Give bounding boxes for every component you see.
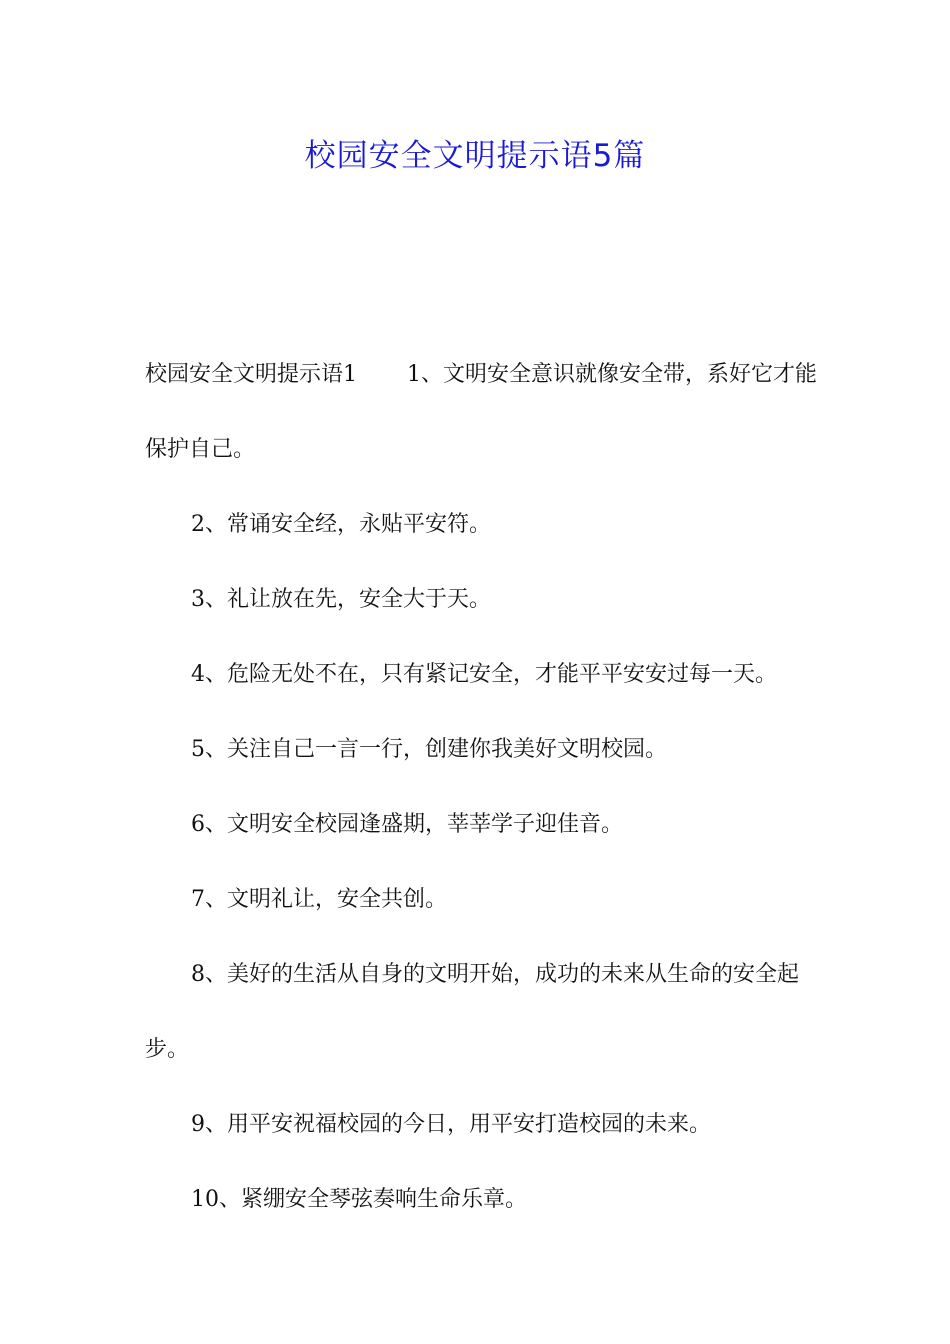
paragraph-7: 7、文明礼让，安全共创。 <box>191 887 447 912</box>
document-title: 校园安全文明提示语5篇 <box>304 138 646 174</box>
paragraph-10: 10、紧绷安全琴弦奏响生命乐章。 <box>191 1187 527 1212</box>
paragraph-4: 4、危险无处不在，只有紧记安全，才能平平安安过每一天。 <box>191 662 777 687</box>
item-1-text: 1、文明安全意识就像安全带，系好它才能保护自己。 <box>145 362 817 462</box>
paragraph-3: 3、礼让放在先，安全大于天。 <box>191 587 491 612</box>
section-heading: 校园安全文明提示语1 <box>145 362 357 387</box>
paragraph-8: 8、美好的生活从自身的文明开始，成功的未来从生命的安全起步。 <box>145 962 799 1062</box>
paragraph-6: 6、文明安全校园逢盛期，莘莘学子迎佳音。 <box>191 812 623 837</box>
paragraph-2: 2、常诵安全经，永贴平安符。 <box>191 512 491 537</box>
paragraph-5: 5、关注自己一言一行，创建你我美好文明校园。 <box>191 737 667 762</box>
document-body <box>145 337 820 1237</box>
paragraph-1 <box>145 337 820 487</box>
paragraph-9: 9、用平安祝福校园的今日，用平安打造校园的未来。 <box>191 1112 711 1137</box>
